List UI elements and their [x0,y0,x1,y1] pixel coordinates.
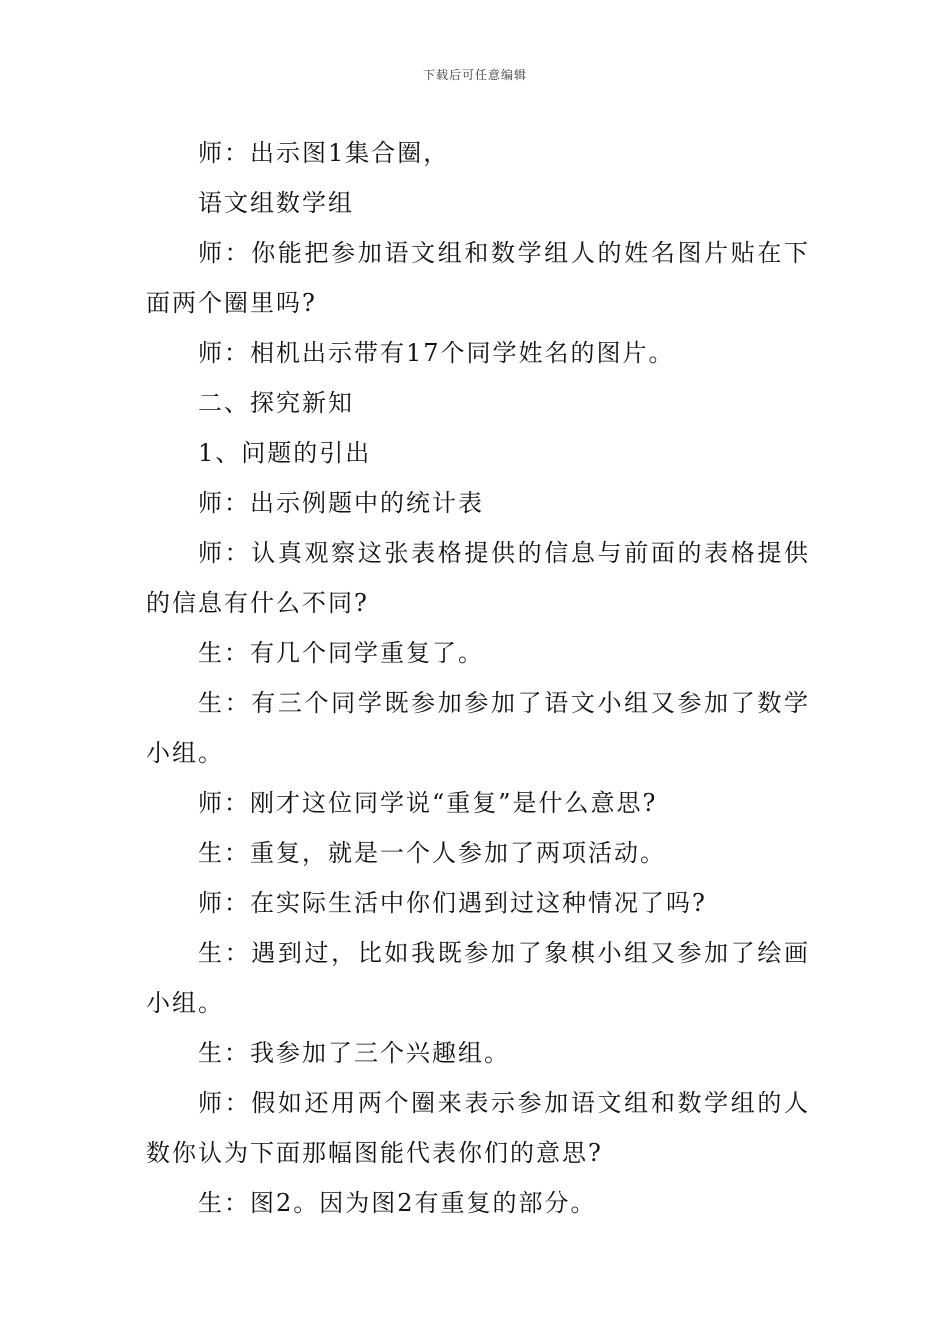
paragraph: 师：出示例题中的统计表 [198,489,484,517]
paragraph: 师：在实际生活中你们遇到过这种情况了吗? [198,889,707,917]
paragraph: 生：重复，就是一个人参加了两项活动。 [198,839,666,867]
paragraph: 生：有三个同学既参加参加了语文小组又参加了数学小组。 [146,689,810,767]
document-body [146,128,810,1228]
paragraph: 生：图2。因为图2有重复的部分。 [198,1189,597,1217]
paragraph: 生：遇到过，比如我既参加了象棋小组又参加了绘画小组。 [146,939,810,1017]
paragraph: 师：出示图1集合圈， [198,139,450,167]
paragraph: 师：刚才这位同学说“重复”是什么意思? [198,789,658,817]
section-heading: 二、探究新知 [198,389,354,417]
subsection-heading: 1、问题的引出 [198,439,372,467]
paragraph: 生：有几个同学重复了。 [198,639,484,667]
page-header: 下载后可任意编辑 [422,68,527,82]
paragraph: 师：相机出示带有17个同学姓名的图片。 [198,339,675,367]
paragraph: 师：假如还用两个圈来表示参加语文组和数学组的人数你认为下面那幅图能代表你们的意思? [146,1089,810,1167]
paragraph: 生：我参加了三个兴趣组。 [198,1039,510,1067]
paragraph: 语文组数学组 [198,189,354,217]
paragraph: 师：你能把参加语文组和数学组人的姓名图片贴在下面两个圈里吗? [146,239,810,317]
paragraph: 师：认真观察这张表格提供的信息与前面的表格提供的信息有什么不同? [146,539,810,617]
